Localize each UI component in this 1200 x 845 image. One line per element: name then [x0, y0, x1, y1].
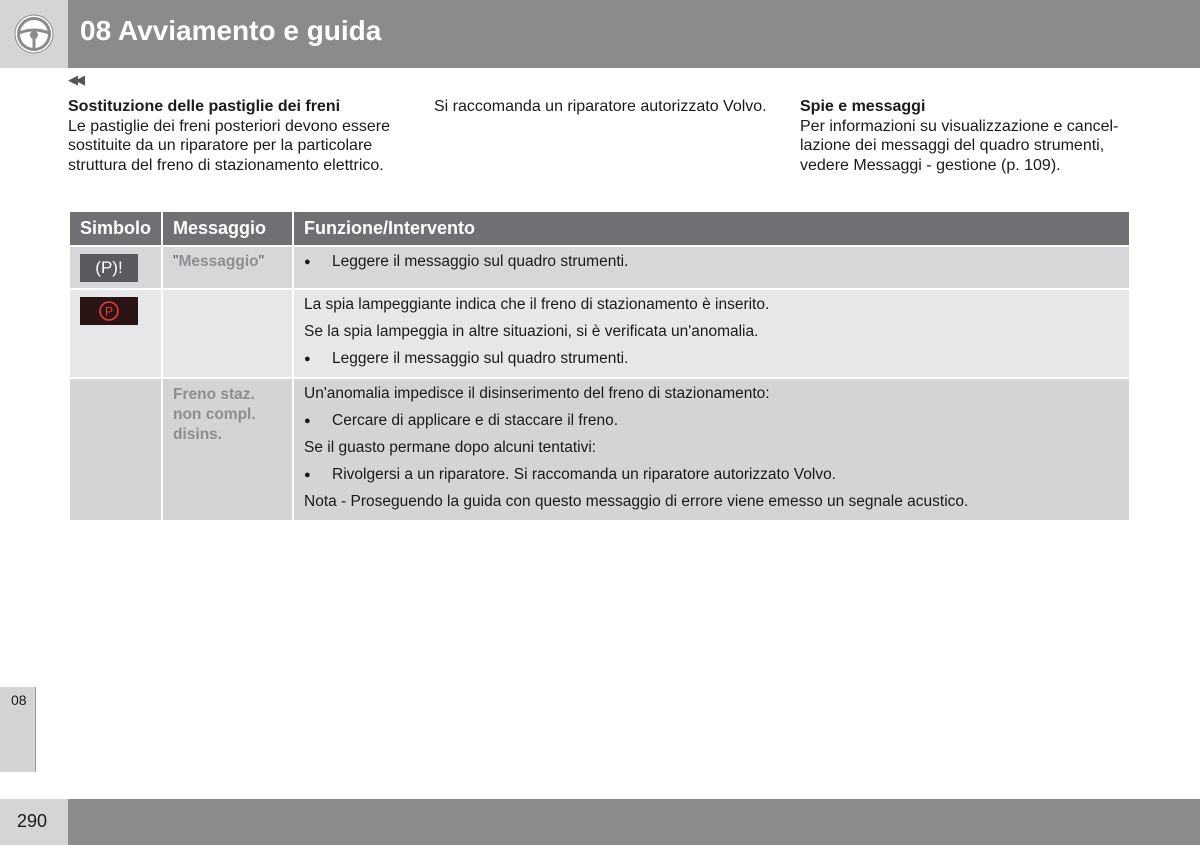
parking-brake-glyph: [80, 297, 138, 325]
table-row: [69, 289, 1130, 378]
quote-close: ": [258, 253, 265, 270]
function-line: Se la spia lampeggia in altre situazioni, si è verificata un'anomalia.: [304, 323, 759, 340]
function-cell: [293, 378, 1130, 521]
parking-brake-letter: P: [104, 304, 114, 319]
brake-pads-section: [68, 97, 413, 175]
quote-open: ": [173, 253, 179, 270]
brake-pads-body: Le pastiglie dei freni posteriori devono essere sostituite da un riparatore per la particolare struttura del freno di stazionamento elettrico.: [68, 117, 390, 174]
parking-brake-warning-icon: (P)!: [80, 254, 138, 282]
chapter-side-tab-label: 08: [11, 692, 27, 708]
function-line: Se il guasto permane dopo alcuni tentativi:: [304, 439, 597, 456]
table-row: [69, 246, 1130, 289]
page-number: 290: [17, 811, 48, 831]
function-cell: [293, 289, 1130, 378]
message-cell: [162, 378, 293, 521]
previous-page-arrows-icon[interactable]: ◀◀: [68, 72, 82, 87]
warnings-body: Per informazioni su visualizzazione e cancel-lazione dei messaggi del quadro strumenti, vedere Messaggi - gestione (p. 109).: [800, 117, 1119, 174]
message-text: Freno staz. non compl. disins.: [173, 386, 256, 443]
message-text: Messaggio: [178, 253, 259, 270]
column-header-message: Messaggio: [162, 211, 293, 246]
chapter-title: 08 Avviamento e guida: [80, 15, 382, 46]
steering-wheel-icon: [14, 14, 54, 54]
symbol-cell: [69, 246, 162, 289]
function-line: ● Leggere il messaggio sul quadro strumenti.: [304, 350, 1119, 368]
warnings-section: [800, 97, 1140, 175]
function-line: ● Cercare di applicare e di staccare il freno.: [304, 412, 1119, 430]
chapter-icon-box: [0, 0, 68, 68]
message-cell: [162, 289, 293, 378]
symbol-cell: [69, 289, 162, 378]
symbols-messages-table: [68, 210, 1131, 522]
page-footer: [0, 799, 1200, 845]
recommendation-body: Si raccomanda un riparatore autorizzato Volvo.: [434, 98, 767, 115]
function-line: Nota - Proseguendo la guida con questo messaggio di errore viene emesso un segnale acustico.: [304, 493, 969, 510]
column-header-symbol: Simbolo: [69, 211, 162, 246]
warnings-heading: Spie e messaggi: [800, 98, 926, 115]
function-line: ● Rivolgersi a un riparatore. Si raccomanda un riparatore autorizzato Volvo.: [304, 466, 1119, 484]
function-cell: [293, 246, 1130, 289]
parking-brake-red-light-icon: [80, 297, 138, 325]
function-line: La spia lampeggiante indica che il freno di stazionamento è inserito.: [304, 296, 770, 313]
recommendation-section: [434, 97, 779, 117]
symbol-cell: [69, 378, 162, 521]
function-line: ● Leggere il messaggio sul quadro strumenti.: [304, 253, 1119, 271]
function-line: Un'anomalia impedisce il disinserimento del freno di stazionamento:: [304, 385, 770, 402]
message-cell: [162, 246, 293, 289]
table-row: [69, 378, 1130, 521]
column-header-function: Funzione/Intervento: [293, 211, 1130, 246]
brake-pads-heading: Sostituzione delle pastiglie dei freni: [68, 98, 341, 115]
table-header-row: [69, 211, 1130, 246]
